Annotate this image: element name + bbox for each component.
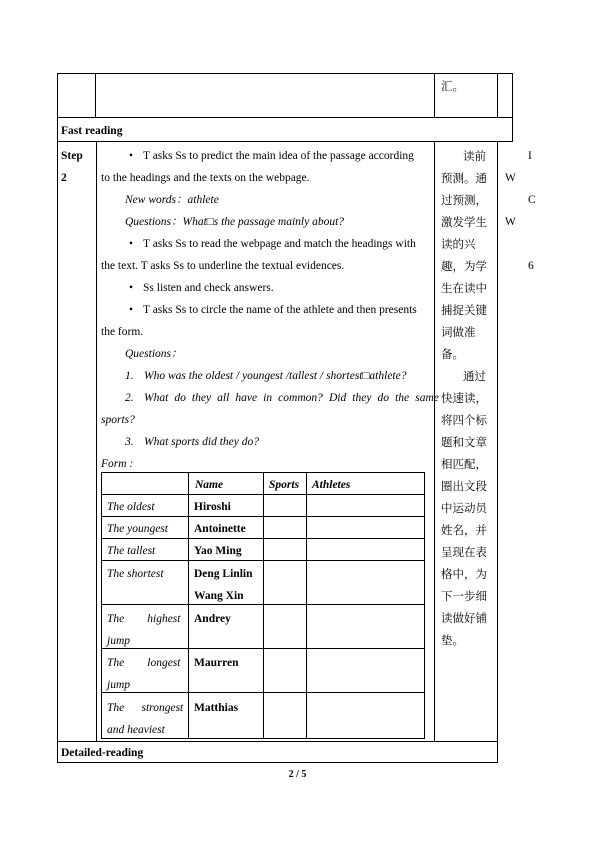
form-row-label: jump: [107, 679, 130, 691]
procedure-line: Who was the oldest / youngest /tallest / shortest□athlete?: [144, 370, 407, 382]
purpose-line: 中运动员: [441, 501, 487, 515]
procedure-line: the text. T asks Ss to underline the textual evidences.: [101, 260, 345, 272]
form-row-name: Antoinette: [194, 523, 246, 535]
purpose-line: 圈出文段: [441, 479, 487, 493]
purpose-line: 垫。: [441, 633, 464, 647]
form-row-name: Hiroshi: [194, 501, 231, 513]
purpose-line: 读做好铺: [441, 611, 487, 625]
procedure-line: Questions：What□s the passage mainly about?: [125, 216, 345, 228]
purpose-line: 读前: [463, 149, 486, 163]
purpose-line: 呈现在表: [441, 545, 487, 559]
purpose-line: 格中，为: [441, 567, 487, 581]
purpose-line: 题和文章: [441, 435, 487, 449]
section-header-detailed-reading: Detailed-reading: [61, 747, 144, 759]
bullet: •: [129, 238, 134, 250]
form-row-name: Yao Ming: [194, 545, 242, 557]
procedure-line: the form.: [101, 326, 144, 338]
athlete-form-table: [101, 472, 424, 738]
page-number: 2 / 5: [288, 769, 307, 780]
procedure-line: Ss listen and check answers.: [143, 282, 274, 294]
form-header-athletes: Athletes: [312, 479, 351, 491]
purpose-line: 词做准: [441, 325, 476, 339]
form-row-label: The youngest: [107, 523, 169, 535]
form-header-name: Name: [195, 479, 224, 491]
purpose-line: 生在读中: [441, 281, 487, 295]
form-header-sports: Sports: [269, 479, 300, 491]
procedure-line: What do they all have in common? Did they do the same: [144, 392, 439, 404]
form-label: Form :: [101, 458, 134, 470]
bullet: •: [129, 282, 134, 294]
procedure-line: to the headings and the texts on the webpage.: [101, 172, 310, 184]
interaction-mark: I: [528, 150, 532, 162]
purpose-line: 相匹配，: [441, 457, 487, 471]
top-row-method-text: 汇。: [441, 79, 464, 93]
purpose-line: 激发学生: [441, 215, 487, 229]
purpose-line: 姓名，并: [441, 523, 487, 537]
interaction-mark: W: [505, 172, 516, 184]
purpose-line: 快速读，: [441, 391, 487, 405]
section-header-fast-reading: Fast reading: [61, 125, 123, 137]
form-row-label: The oldest: [107, 501, 155, 513]
form-row-name: Wang Xin: [194, 590, 244, 602]
purpose-line: 捕捉关键: [441, 303, 487, 317]
procedure-line: Questions：: [125, 348, 183, 360]
procedure-line: T asks Ss to read the webpage and match the headings with: [143, 238, 416, 250]
step-label: Step: [61, 150, 83, 162]
purpose-line: 将四个标: [441, 413, 487, 427]
interaction-mark: W: [505, 216, 516, 228]
form-row-name: Matthias: [194, 702, 239, 714]
question-number: 1.: [125, 370, 134, 382]
form-row-label: The tallest: [107, 545, 156, 557]
procedure-line: T asks Ss to predict the main idea of the passage according: [143, 150, 414, 162]
question-number: 3.: [125, 436, 134, 448]
form-row-label: The highest: [107, 613, 181, 625]
interaction-mark: 6: [528, 260, 534, 272]
purpose-line: 预测。通: [441, 171, 487, 185]
purpose-line: 备。: [441, 347, 464, 361]
form-row-label: and heaviest: [107, 724, 165, 736]
interaction-mark: C: [528, 194, 536, 206]
bullet: •: [129, 150, 134, 162]
purpose-line: 过预测，: [441, 193, 487, 207]
form-row-name: Deng Linlin: [194, 568, 253, 580]
form-row-label: The longest: [107, 657, 181, 669]
procedure-line: sports?: [101, 414, 135, 426]
question-number: 2.: [125, 392, 134, 404]
procedure-line: T asks Ss to circle the name of the athlete and then presents: [143, 304, 417, 316]
form-row-name: Maurren: [194, 657, 239, 669]
purpose-line: 趣，为学: [441, 259, 487, 273]
procedure-line: What sports did they do?: [144, 436, 259, 448]
purpose-line: 读的兴: [441, 237, 476, 251]
form-row-label: jump: [107, 635, 130, 647]
form-row-label: The shortest: [107, 568, 164, 580]
purpose-line: 通过: [463, 369, 486, 383]
bullet: •: [129, 304, 134, 316]
form-row-label: The strongest: [107, 702, 184, 714]
purpose-line: 下一步细: [441, 589, 487, 603]
step-number: 2: [61, 172, 67, 184]
procedure-line: New words：athlete: [125, 194, 219, 206]
form-row-name: Andrey: [194, 613, 231, 625]
